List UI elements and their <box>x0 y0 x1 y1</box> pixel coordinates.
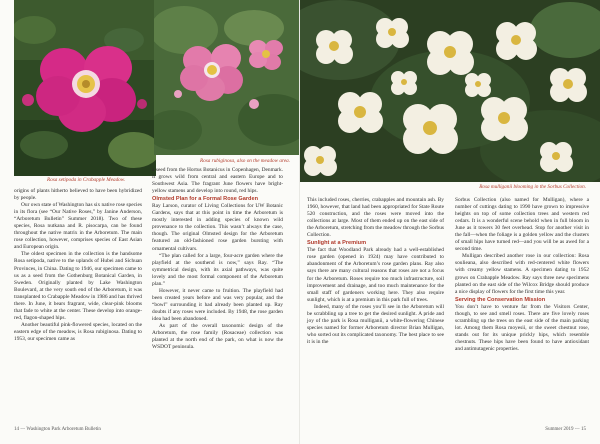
paragraph: You don’t have to venture far from the Visitors Center, though, to see and smell roses. There are five lovely roses scrambling up the trees on the east side of the main parking lot. Among them Rosa moyesii, or the sweet chestnut rose, stands out for its unique prickly hips, which resemble chestnuts. These hips have been found to have antioxidant and antimutagenic properties. <box>455 303 589 352</box>
photo-caption: Rosa mulliganii blooming in the Sorbus Collection. <box>479 184 586 190</box>
text-column-4 <box>455 197 589 353</box>
section-heading: Serving the Conservation Mission <box>455 296 546 303</box>
right-footer <box>545 426 586 432</box>
left-footer <box>14 426 101 432</box>
text-column-3 <box>307 197 444 346</box>
section-heading: Sunlight at a Premium <box>307 240 367 247</box>
paragraph: Mulligan described another rose in our collection: Rosa soulieana, also described with red-centered white flowers with creamy yellow stamens. A specimen dating to 1952 grows on Crabapple Meadow. Ray says three new specimens planted on the east side of the Wilcox Bridge should produce a nice display of flowers for the first time this year. <box>455 253 589 295</box>
paragraph: As part of the overall taxonomic design of the Arboretum, the rose family (Rosaceae) collection was planted at the north end of the park, on what is now the WSDOT peninsula. <box>152 323 283 351</box>
paragraph: The oldest specimen in the collection is the handsome Rosa setipoda, native to the uplands of Hubei and Sichuan Provinces, in China. Dating to 1946, our specimen came to us as a seed from the Gothenburg Botanical Garden, in Sweden. Originally planted by Lake Washington Boulevard, at the very south end of the Arboretum, it was transplanted to Crabapple Meadow in 1986 and has thrived there. In June, it bears fragrant, wide, clear-pink blooms that fade to white at the center. These develop into orange-red, flagon-shaped hips. <box>14 251 142 321</box>
paragraph: The fact that Woodland Park already had a well-established rose garden (opened in 1924) may have contributed to abandonment of the Arboretum’s rose garden plans. Ray also says there are many cultural reasons that roses are not a focus for the Arboretum. Roses require too much infrastructure, soil improvement and drainage, and too much maintenance for the small staff of gardeners working here. They also require sunlight, which is at a premium in this park full of trees. <box>307 247 444 303</box>
paragraph: Sorbus Collection (also named for Mulligan), where a number of cuttings dating to 1990 have grown to impressive heights on top of some collection trees and western red cedars. It is a wonderful scene behold when in full bloom in June as it towers 30 feet overhead. Stop for another visit in the fall—when the foliage is a golden yellow and the clusters of small hips have turned red—and you will be as awed for a second time. <box>455 197 589 253</box>
right-page <box>300 0 600 444</box>
text-column-2 <box>152 167 283 351</box>
paragraph: a seed from the Hortus Botanicus in Copenhagen, Denmark. It grows wild from central and eastern Europe and to Southwest Asia. The fragrant June flowers have bright-yellow stamens and develop into round, red hips. <box>152 167 283 195</box>
paragraph: This included roses, cherries, crabapples and mountain ash. By 1960, however, that land had been appropriated for State Route 520 construction, and the roses were moved into the collections at large. Most of them ended up on the east side of the Arboretum, stretching from the meadow through the Sorbus Collection. <box>307 197 444 239</box>
rose-mulliganii-photo <box>300 0 600 182</box>
publication-name: Washington Park Arboretum Bulletin <box>26 427 101 432</box>
paragraph: However, it never came to fruition. The playfield had been created years before and was very popular, and the “bowl” surrounding it had already been planted up. Ray doubts if any roses were included. By 1948, the rose garden idea had been abandoned. <box>152 287 283 322</box>
paragraph: origins of plants hitherto believed to have been hybridized by people. <box>14 188 142 202</box>
paragraph: Our own state of Washington has six native rose species in its flora (see “Our Native Roses,” by Janine Anderson, “Arboretum Bulletin” Summer 2018). Two of these species, Rosa nutkana and R. pisocarpa, can be found throughout the native matrix in the Arboretum. The main rose collection, however, comprises species of East Asian and European origin. <box>14 202 142 251</box>
rose-setipoda-photo <box>14 0 156 176</box>
text-column-1 <box>14 188 142 343</box>
page-number: 15 <box>581 427 586 432</box>
paragraph: Another beautiful pink-flowered species, located on the eastern edge of the meadow, is Rosa rubiginosa. Dating to 1953, our specimen came as <box>14 321 142 342</box>
paragraph: “The plan called for a large, four-acre garden where the playfield at the southend is now,” says Ray. “The symmetrical design, with its axial pathways, was quite lovely and the most formal component of the Arboretum plan.” <box>152 252 283 287</box>
paragraph: Ray Larson, curator of Living Collections for UW Botanic Gardens, says that at this point in time the Arboretum is mostly interested in adding species of known wild provenance to the collection. This wasn’t always the case, though. The original Olmsted design for the Arboretum featured an old-fashioned rose garden bursting with ornamental cultivars. <box>152 203 283 252</box>
wave-ornament-icon: ⁓ <box>574 427 581 432</box>
section-heading: Olmsted Plan for a Formal Rose Garden <box>152 196 258 203</box>
photo-caption: Rosa setipoda in Crabapple Meadow. <box>47 177 126 183</box>
page-number: 14 <box>14 427 19 432</box>
paragraph: Indeed, many of the roses you’ll see in the Arboretum will be scrabbling up a tree to get the desired sunlight. A pride and joy of the park is Rosa mulliganii, a white-flowering Chinese species named for former Arboretum director Brian Mulligan, who sorted out its complicated taxonomy. The best place to see it is in the <box>307 303 444 345</box>
rose-rubiginosa-photo <box>154 0 300 155</box>
issue-date: Summer 2019 <box>545 427 574 432</box>
wave-ornament-icon: ⁓ <box>20 427 27 432</box>
photo-caption: Rosa rubiginosa, also on the meadow area. <box>200 158 291 164</box>
